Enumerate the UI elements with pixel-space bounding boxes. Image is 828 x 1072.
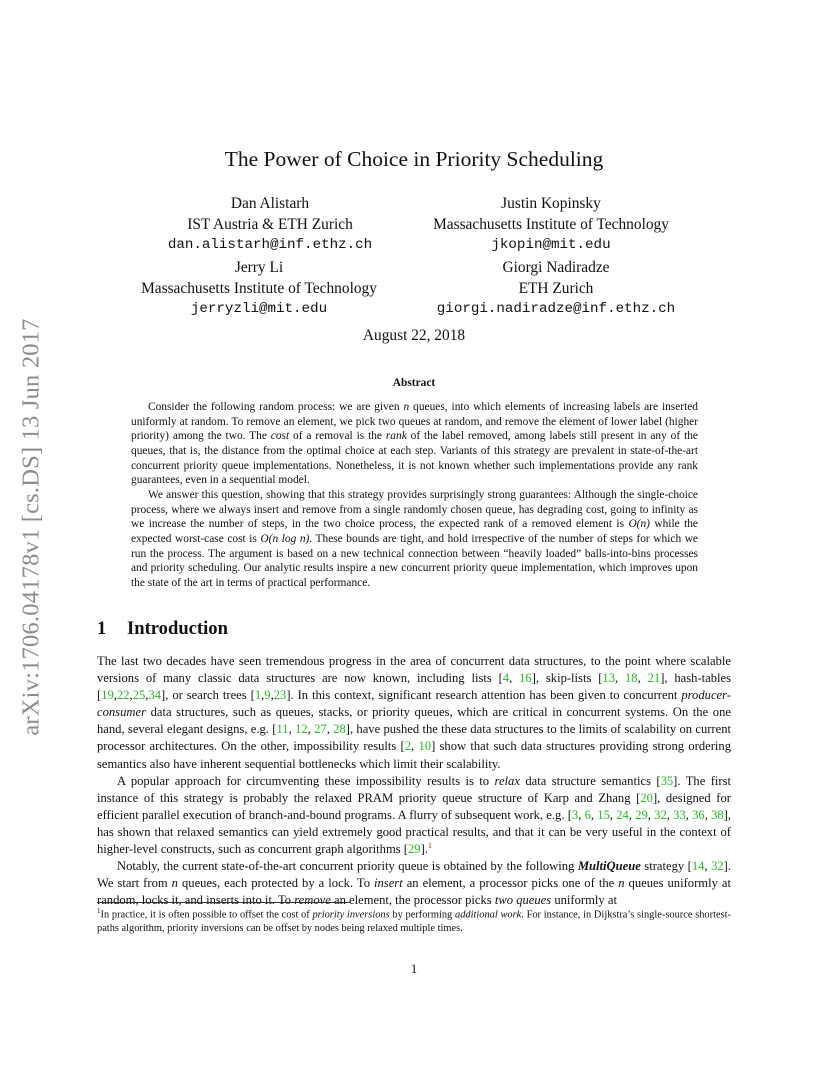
abstract-text (131, 400, 698, 591)
author-block (412, 194, 690, 256)
citation-link[interactable]: 3 (571, 807, 579, 822)
citation-link[interactable]: 29 (635, 807, 648, 822)
section-title: Introduction (127, 618, 228, 639)
footnote: $^1$In practice, it is often possible to offset the cost of priority inversions by performing additional work. For instance, in Dijkstra’s single-source shortest-paths algorithm, priority inversions can be offset by nodes being relaxed multiple times. (97, 907, 731, 934)
citation-link[interactable]: 29 (408, 842, 421, 857)
citation-link[interactable]: 12 (295, 722, 308, 737)
emphasis: two queues (494, 893, 552, 908)
citation-link[interactable]: 16 (519, 671, 532, 686)
paper-title: The Power of Choice in Priority Scheduling (224, 147, 604, 171)
emphasis: insert (374, 876, 403, 891)
citation-link[interactable]: 25 (132, 688, 146, 703)
section-number: 1 (97, 618, 107, 639)
paper-date: August 22, 2018 (362, 327, 466, 344)
footnote-number: 1 (97, 907, 101, 915)
author-affiliation: Massachusetts Institute of Technology (141, 279, 377, 297)
arxiv-side-stamp (16, 292, 48, 762)
abstract-paragraph: Consider the following random process: we are given n queues, into which elements of increasing labels are inserted uniformly at random. To remove an element, we pick two queues at random, and remove the element of lower label (higher priority) among the two. The cost of a removal is the rank of the label removed, among labels still present in any of the queues, that is, the distance from the optimal choice at each step. Variants of this strategy are prevalent in state-of-the-art concurrent priority queue implementations. Nonetheless, it is not known whether such implementations provide any rank guarantees, even in a sequential model. (131, 401, 698, 487)
math-expression: O(n) (628, 518, 650, 531)
citation-link[interactable]: 28 (333, 722, 346, 737)
citation-link[interactable]: 4 (502, 671, 510, 686)
emphasis: priority inversions (312, 909, 390, 921)
citation-link[interactable]: 13 (602, 671, 615, 686)
emphasis: remove (294, 893, 331, 908)
citation-link[interactable]: 32 (654, 807, 667, 822)
body-paragraph: Notably, the current state-of-the-art concurrent priority queue is obtained by the following MultiQueue strategy [14, 32]. We start from n queues, each protected by a lock. To insert an element, a processor picks one of the n queues uniformly at random, locks it, and inserts into it. To remove an element, the processor picks two queues uniformly at (97, 859, 731, 908)
citation-link[interactable]: 21 (647, 671, 661, 686)
math-expression: O(n log n) (260, 532, 310, 545)
footnote-divider (97, 902, 351, 903)
author-name: Giorgi Nadiradze (502, 259, 610, 276)
citation-link[interactable]: 18 (625, 671, 638, 686)
author-block (140, 194, 400, 256)
author-email[interactable]: dan.alistarh@inf.ethz.ch (167, 237, 373, 253)
footnote-marker[interactable]: 1 (427, 840, 432, 850)
author-block (124, 258, 394, 320)
author-block (410, 258, 702, 320)
body-paragraph: A popular approach for circumventing these impossibility results is to relax data structure semantics [35]. The first instance of this strategy is probably the relaxed PRAM priority queue structure of Karp and Zhang [20], designed for efficient parallel execution of branch-and-bound programs. A flurry of subsequent work, e.g. [3, 6, 15, 24, 29, 32, 33, 36, 38], has shown that relaxed semantics can yield extremely good practical results, and that it can be very useful in the context of higher-level constructs, such as concurrent graph algorithms [29].$^1$ (97, 773, 732, 857)
abstract-heading: Abstract (392, 377, 436, 389)
citation-link[interactable]: 19 (101, 688, 114, 703)
citation-link[interactable]: 36 (692, 807, 705, 822)
emphasis: additional work (455, 909, 522, 921)
author-name: Jerry Li (234, 259, 284, 276)
citation-link[interactable]: 35 (660, 773, 674, 788)
citation-link[interactable]: 38 (711, 807, 724, 822)
citation-link[interactable]: 33 (673, 807, 686, 822)
math-variable: n (171, 876, 178, 891)
author-affiliation: ETH Zurich (518, 279, 594, 297)
citation-link[interactable]: 22 (116, 688, 130, 703)
citation-link[interactable]: 34 (148, 688, 162, 703)
citation-link[interactable]: 11 (276, 722, 289, 737)
emphasis: MultiQueue (577, 859, 641, 874)
body-paragraph: The last two decades have seen tremendous progress in the area of concurrent data structures, to the point where scalable versions of many classic data structures are now known, including lists [4, 16], skip-lists [13, 18, 21], hash-tables [19,22,25,34], or search trees [1,9,23]. In this context, significant research attention has been given to concurrent producer-consumer data structures, such as queues, stacks, or priority queues, which are critical in concurrent systems. On the one hand, several elegant designs, e.g. [11, 12, 27, 28], have pushed the these data structures to the limits of scalability on current processor architectures. On the other, impossibility results [2, 10] show that such data structures providing strong ordering semantics also have inherent sequential bottlenecks which limit their scalability. (97, 654, 732, 771)
citation-link[interactable]: 24 (616, 807, 629, 822)
author-name: Dan Alistarh (230, 195, 310, 212)
citation-link[interactable]: 32 (711, 859, 724, 874)
math-variable: n (403, 401, 410, 413)
author-email[interactable]: jkopin@mit.edu (491, 237, 611, 253)
page-number: 1 (410, 962, 418, 976)
emphasis: cost (270, 430, 290, 443)
author-affiliation: IST Austria & ETH Zurich (187, 215, 353, 233)
citation-link[interactable]: 27 (314, 722, 327, 737)
arxiv-identifier[interactable]: arXiv:1706.04178v1 [cs.DS] 13 Jun 2017 (18, 318, 45, 736)
emphasis: producer-consumer (97, 688, 731, 720)
emphasis: rank (385, 430, 407, 443)
citation-link[interactable]: 10 (418, 739, 432, 754)
citation-link[interactable]: 9 (264, 688, 271, 703)
math-variable: n (618, 876, 625, 891)
citation-link[interactable]: 6 (584, 807, 591, 822)
author-name: Justin Kopinsky (501, 195, 601, 212)
citation-link[interactable]: 23 (273, 688, 287, 703)
abstract-paragraph: We answer this question, showing that this strategy provides surprisingly strong guarantees: Although the single-choice process, where we always insert and remove from a single randomly chosen queue, has degrading cost, going to infinity as we increase the number of steps, in the two choice process, the expected rank of a removed element is O(n) while the expected worst-case cost is O(n log n). These bounds are tight, and hold irrespective of the number of steps for which we run the process. The argument is based on a new technical connection between “heavily loaded” balls-into-bins processes and priority scheduling. Our analytic results inspire a new concurrent priority queue implementation, which improves upon the state of the art in terms of practical performance. (131, 488, 698, 589)
citation-link[interactable]: 15 (597, 807, 610, 822)
introduction-body (97, 653, 731, 909)
author-affiliation: Massachusetts Institute of Technology (433, 215, 669, 233)
author-email[interactable]: giorgi.nadiradze@inf.ethz.ch (436, 301, 676, 317)
citation-link[interactable]: 20 (640, 790, 653, 805)
author-email[interactable]: jerryzli@mit.edu (190, 301, 328, 317)
citation-link[interactable]: 14 (691, 859, 705, 874)
citation-link[interactable]: 1 (254, 688, 262, 703)
emphasis: relax (494, 773, 520, 788)
citation-link[interactable]: 2 (404, 739, 412, 754)
section-heading (97, 618, 228, 640)
